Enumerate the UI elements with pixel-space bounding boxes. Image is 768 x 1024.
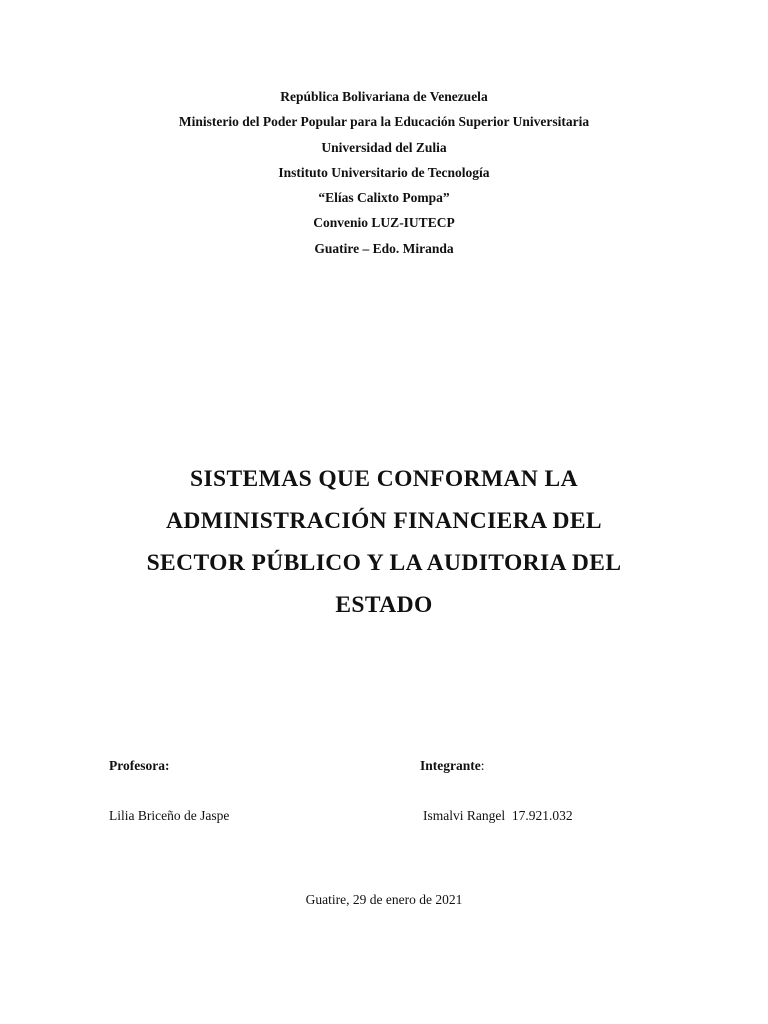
header-line-agreement: Convenio LUZ-IUTECP [313,215,455,231]
profesora-label: Profesora: [109,758,170,773]
header-line-institute: Instituto Universitario de Tecnología [278,164,490,180]
title-line-3: SECTOR PÚBLICO Y LA AUDITORIA DEL [146,550,622,576]
header-line-institute-name: “Elías Calixto Pompa” [318,190,450,206]
header-line-location: Guatire – Edo. Miranda [314,240,454,256]
title-line-4: ESTADO [335,592,433,618]
header-line-university: Universidad del Zulia [321,139,447,155]
title-line-1: SISTEMAS QUE CONFORMAN LA [190,466,578,492]
place-and-date: Guatire, 29 de enero de 2021 [305,892,463,907]
header-line-ministry: Ministerio del Poder Popular para la Educación Superior Universitaria [178,114,590,130]
title-line-2: ADMINISTRACIÓN FINANCIERA DEL [166,508,602,534]
document-title [84,458,684,626]
integrante-label-group [420,758,485,774]
profesora-name: Lilia Briceño de Jaspe [109,808,230,823]
institution-header [0,84,768,261]
integrante-label-colon: : [480,758,485,773]
integrante-name: Ismalvi Rangel 17.921.032 [423,808,573,823]
header-line-country: República Bolivariana de Venezuela [280,89,488,104]
integrante-label: Integrante [420,758,481,773]
